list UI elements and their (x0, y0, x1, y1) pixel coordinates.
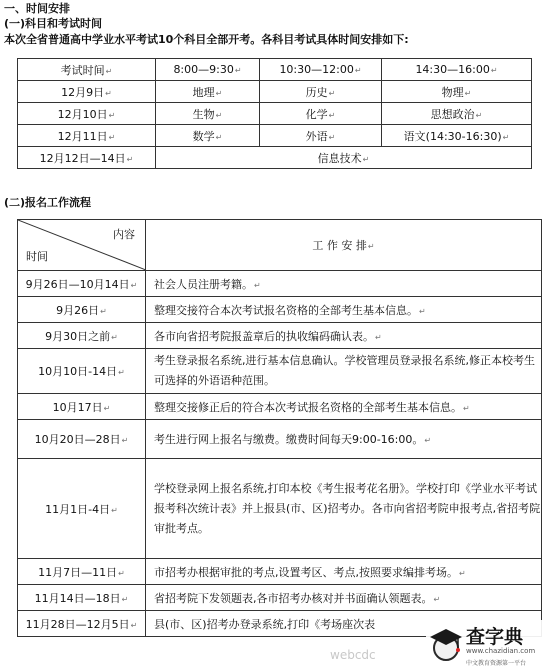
header-cell: 14:30—16:00↵ (382, 59, 532, 81)
date-cell: 12月12日—14日↵ (18, 147, 156, 169)
table-row (18, 125, 532, 147)
section-title: 一、时间安排 (4, 2, 70, 15)
brand-logo (426, 620, 550, 671)
time-cell: 10月20日—28日↵ (18, 420, 146, 459)
graduation-cap-icon (428, 626, 464, 666)
intro-text: 本次全省普通高中学业水平考试10个科目全部开考。各科目考试具体时间安排如下: (4, 33, 409, 46)
time-cell: 11月7日—11日↵ (18, 559, 146, 585)
table-row (18, 349, 542, 394)
task-cell: 市招考办根据审批的考点,设置考区、考点,按照要求编排考场。↵ (146, 559, 542, 585)
header-content-label: 内容 (113, 228, 135, 241)
header-time-label: 时间 (26, 250, 48, 263)
table-row (18, 147, 532, 169)
table-row (18, 420, 542, 459)
time-cell: 11月14日—18日↵ (18, 585, 146, 611)
schedule-table (17, 58, 532, 169)
table-row (18, 323, 542, 349)
brand-url: www.chazidian.com (466, 647, 536, 655)
brand-name: 查字典 (466, 626, 524, 648)
subject-cell: 信息技术↵ (156, 147, 532, 169)
date-cell: 12月11日↵ (18, 125, 156, 147)
task-cell: 学校登录网上报名系统,打印本校《考生报考花名册》。学校打印《学业水平考试报考科次统计表》并上报县(市、区)招考办。各市向省招考院申报考点,省招考院审批考点。 (146, 459, 542, 559)
table-row (18, 81, 532, 103)
subject-cell: 物理↵ (382, 81, 532, 103)
task-cell: 整理交接符合本次考试报名资格的全部考生基本信息。↵ (146, 297, 542, 323)
task-cell: 各市向省招考院报盖章后的执收编码确认表。↵ (146, 323, 542, 349)
subject-cell: 数学↵ (156, 125, 260, 147)
brand-slogan: 中文教育资源第一平台 (466, 660, 527, 667)
date-cell: 12月9日↵ (18, 81, 156, 103)
table-row (18, 59, 532, 81)
task-cell: 考生登录报名系统,进行基本信息确认。学校管理员登录报名系统,修正本校考生可选择的外语语种范围。 (146, 349, 542, 394)
task-cell: 县(市、区)招考办登录系统,打印《考场座次表 (146, 611, 542, 637)
site-watermark: webcdc (330, 648, 376, 662)
time-cell: 11月1日-4日↵ (18, 459, 146, 559)
process-table (17, 219, 542, 637)
subject-cell: 思想政治↵ (382, 103, 532, 125)
subsection-title: (一)科目和考试时间 (4, 17, 103, 30)
task-cell: 省招考院下发领题表,各市招考办核对并书面确认领题表。↵ (146, 585, 542, 611)
table-row (18, 585, 542, 611)
section-title: (二)报名工作流程 (4, 196, 92, 209)
table-row (18, 297, 542, 323)
table-row (18, 271, 542, 297)
diagonal-header-cell (18, 220, 146, 271)
time-cell: 9月30日之前↵ (18, 323, 146, 349)
subject-cell: 历史↵ (260, 81, 382, 103)
time-cell: 10月17日↵ (18, 394, 146, 420)
subject-cell: 地理↵ (156, 81, 260, 103)
subject-cell: 生物↵ (156, 103, 260, 125)
time-cell: 9月26日↵ (18, 297, 146, 323)
table-row (18, 459, 542, 559)
task-cell: 考生进行网上报名与缴费。缴费时间每天9:00-16:00。↵ (146, 420, 542, 459)
time-cell: 10月10日-14日↵ (18, 349, 146, 394)
header-cell: 10:30—12:00↵ (260, 59, 382, 81)
header-cell: 工 作 安 排↵ (146, 220, 542, 271)
task-cell: 整理交接修正后的符合本次考试报名资格的全部考生基本信息。↵ (146, 394, 542, 420)
date-cell: 12月10日↵ (18, 103, 156, 125)
table-row (18, 394, 542, 420)
table-row (18, 559, 542, 585)
header-cell: 8:00—9:30↵ (156, 59, 260, 81)
task-cell: 社会人员注册考籍。↵ (146, 271, 542, 297)
time-cell: 11月28日—12月5日↵ (18, 611, 146, 637)
header-cell: 考试时间↵ (18, 59, 156, 81)
table-row (18, 220, 542, 271)
time-cell: 9月26日—10月14日↵ (18, 271, 146, 297)
subject-cell: 外语↵ (260, 125, 382, 147)
subject-cell: 语文(14:30-16:30)↵ (382, 125, 532, 147)
subject-cell: 化学↵ (260, 103, 382, 125)
table-row (18, 103, 532, 125)
